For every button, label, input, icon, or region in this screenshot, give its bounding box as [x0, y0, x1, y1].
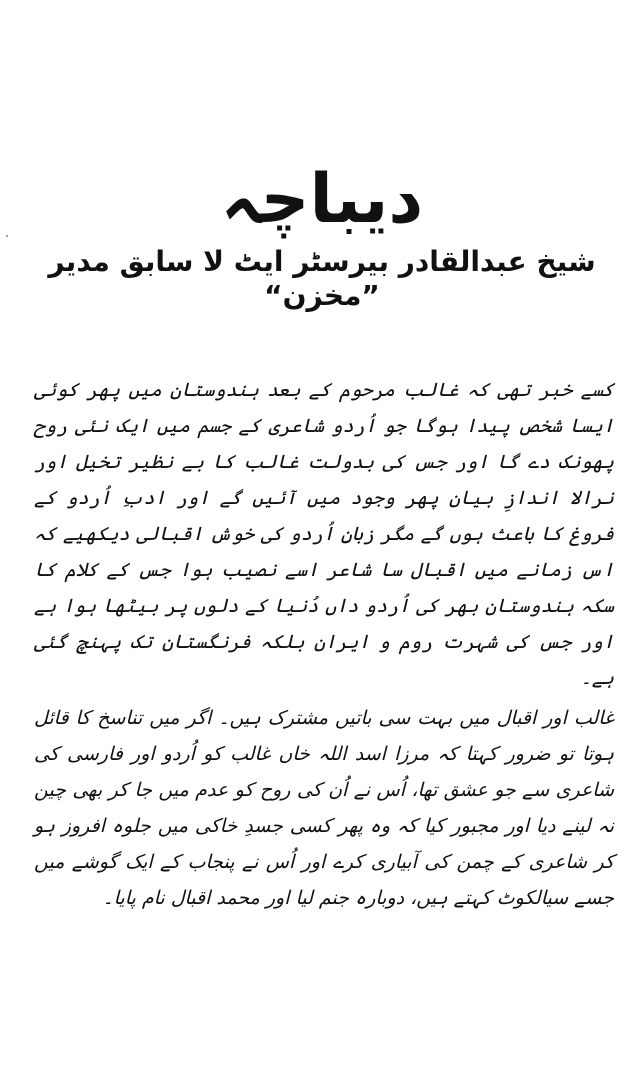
paragraph-1: کسے خبر تھی کہ غالب مرحوم کے بعد ہندوستان میں پھر کوئی ایسا شخص پیدا ہوگا جو اُردو شاعری کے جسم میں ایک نئی روح پھونک دے گا اور جس کی بدولت غالب کا بے نظیر تخیل اور نرالا اندازِ بیان پھر وجود میں آئیں گے اور ادبِ اُردو کے فروغ کا باعث ہوں گے مگر زبانِ اُردو کی خوش اقبالی دیکھیے کہ اس زمانے میں اقبال سا شاعر اسے نصیب ہوا جس کے کلام کا سکہ ہندوستان بھر کی اُردو داں دُنیا کے دلوں پر بیٹھا ہوا ہے اور جس کی شہرت روم و ایران بلکہ فرنگستان تک پہنچ گئی ہے۔	[34, 379, 614, 689]
author-byline: شیخ عبدالقادر بیرسٹر ایٹ لا سابق مدیر ”مخزن“	[48, 245, 596, 312]
scan-speck	[6, 235, 8, 237]
page-title: دیباچہ	[220, 159, 424, 239]
paragraph-2: غالب اور اقبال میں بہت سی باتیں مشترک ہیں۔ اگر میں تناسخ کا قائل ہوتا تو ضرور کہتا کہ مرزا اسد اللہ خاں غالب کو اُردو اور فارسی کی شاعری سے جو عشق تھا، اُس نے اُن کی روح کو عدم میں جا کر بھی چین نہ لینے دیا اور مجبور کیا کہ وہ پھر کسی جسدِ خاکی میں جلوہ افروز ہو کر شاعری کے چمن کی آبیاری کرے اور اُس نے پنجاب کے ایک گوشے میں جسے سیالکوٹ کہتے ہیں، دوبارہ جنم لیا اور محمد اقبال نام پایا۔	[34, 707, 614, 909]
body-text	[34, 372, 614, 916]
